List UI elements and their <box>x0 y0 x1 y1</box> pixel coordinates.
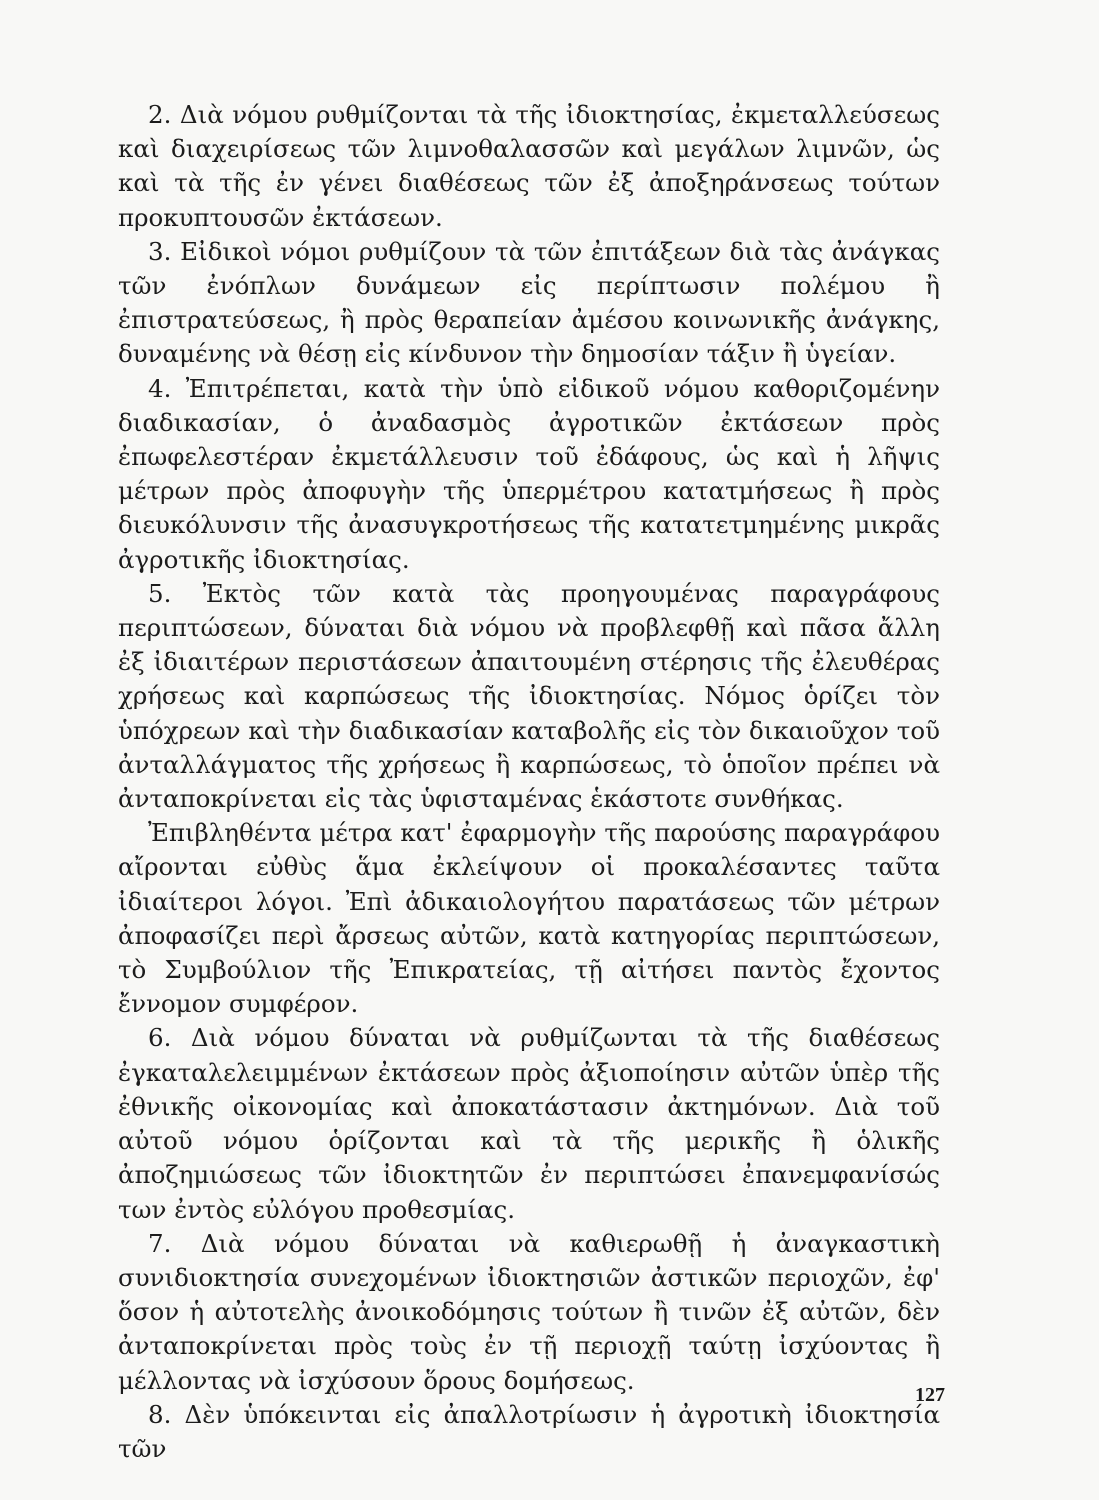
paragraph-2: 2. Διὰ νόμου ρυθμίζονται τὰ τῆς ἰδιοκτησίας, ἐκμεταλλεύσεως καὶ διαχειρίσεως τῶν λιμνοθαλασσῶν καὶ μεγάλων λιμνῶν, ὡς καὶ τὰ τῆς ἐν γένει διαθέσεως τῶν ἐξ ἀποξηράνσεως τούτων προκυπτουσῶν ἐκτάσεων. <box>118 100 940 232</box>
paragraph-5-continued: Ἐπιβληθέντα μέτρα κατ' ἐφαρμογὴν τῆς παρούσης παραγράφου αἴρονται εὐθὺς ἅμα ἐκλείψουν οἱ προκαλέσαντες ταῦτα ἰδιαίτεροι λόγοι. Ἐπὶ ἀδικαιολογήτου παρατάσεως τῶν μέτρων ἀποφασίζει περὶ ἄρσεως αὐτῶν, κατὰ κατηγορίας περιπτώσεων, τὸ Συμβούλιον τῆς Ἐπικρατείας, τῇ αἰτήσει παντὸς ἔχοντος ἔννομον συμφέρον. <box>118 818 940 1019</box>
paragraph-8: 8. Δὲν ὑπόκεινται εἰς ἀπαλλοτρίωσιν ἡ ἀγροτικὴ ἰδιοκτησία τῶν <box>118 1399 940 1463</box>
paragraph-6: 6. Διὰ νόμου δύναται νὰ ρυθμίζωνται τὰ τῆς διαθέσεως ἐγκαταλελειμμένων ἐκτάσεων πρὸς ἀξιοποίησιν αὐτῶν ὑπὲρ τῆς ἐθνικῆς οἰκονομίας καὶ ἀποκατάστασιν ἀκτημόνων. Διὰ τοῦ αὐτοῦ νόμου ὁρίζονται καὶ τὰ τῆς μερικῆς ἢ ὁλικῆς ἀποζημιώσεως τῶν ἰδιοκτητῶν ἐν περιπτώσει ἐπανεμφανίσώς των ἐντὸς εὐλόγου προθεσμίας. <box>118 1023 940 1224</box>
paragraph-7: 7. Διὰ νόμου δύναται νὰ καθιερωθῇ ἡ ἀναγκαστικὴ συνιδιοκτησία συνεχομένων ἰδιοκτησιῶν ἀστικῶν περιοχῶν, ἐφ' ὅσον ἡ αὐτοτελὴς ἀνοικοδόμησις τούτων ἢ τινῶν ἐξ αὐτῶν, δὲν ἀνταποκρίνεται πρὸς τοὺς ἐν τῇ περιοχῇ ταύτῃ ἰσχύοντας ἢ μέλλοντας νὰ ἰσχύσουν ὅρους δομήσεως. <box>118 1228 940 1395</box>
body-text <box>118 98 940 1466</box>
page-number: 127 <box>915 1384 945 1406</box>
paragraph-3: 3. Εἰδικοὶ νόμοι ρυθμίζουν τὰ τῶν ἐπιτάξεων διὰ τὰς ἀνάγκας τῶν ἐνόπλων δυνάμεων εἰς περίπτωσιν πολέμου ἢ ἐπιστρατεύσεως, ἢ πρὸς θεραπείαν ἀμέσου κοινωνικῆς ἀνάγκης, δυναμένης νὰ θέσῃ εἰς κίνδυνον τὴν δημοσίαν τάξιν ἢ ὑγείαν. <box>118 236 940 369</box>
paragraph-4: 4. Ἐπιτρέπεται, κατὰ τὴν ὑπὸ εἰδικοῦ νόμου καθοριζομένην διαδικασίαν, ὁ ἀναδασμὸς ἀγροτικῶν ἐκτάσεων πρὸς ἐπωφελεστέραν ἐκμετάλλευσιν τοῦ ἐδάφους, ὡς καὶ ἡ λῆψις μέτρων πρὸς ἀποφυγὴν τῆς ὑπερμέτρου κατατμήσεως ἢ πρὸς διευκόλυνσιν τῆς ἀνασυγκροτήσεως τῆς κατατετμημένης μικρᾶς ἀγροτικῆς ἰδιοκτησίας. <box>118 373 940 574</box>
paragraph-5: 5. Ἐκτὸς τῶν κατὰ τὰς προηγουμένας παραγράφους περιπτώσεων, δύναται διὰ νόμου νὰ προβλεφθῇ καὶ πᾶσα ἄλλη ἐξ ἰδιαιτέρων περιστάσεων ἀπαιτουμένη στέρησις τῆς ἐλευθέρας χρήσεως καὶ καρπώσεως τῆς ἰδιοκτησίας. Νόμος ὁρίζει τὸν ὑπόχρεων καὶ τὴν διαδικασίαν καταβολῆς εἰς τὸν δικαιοῦχον τοῦ ἀνταλλάγματος τῆς χρήσεως ἢ καρπώσεως, τὸ ὁποῖον πρέπει νὰ ἀνταποκρίνεται εἰς τὰς ὑφισταμένας ἑκάστοτε συνθήκας. <box>118 578 940 814</box>
